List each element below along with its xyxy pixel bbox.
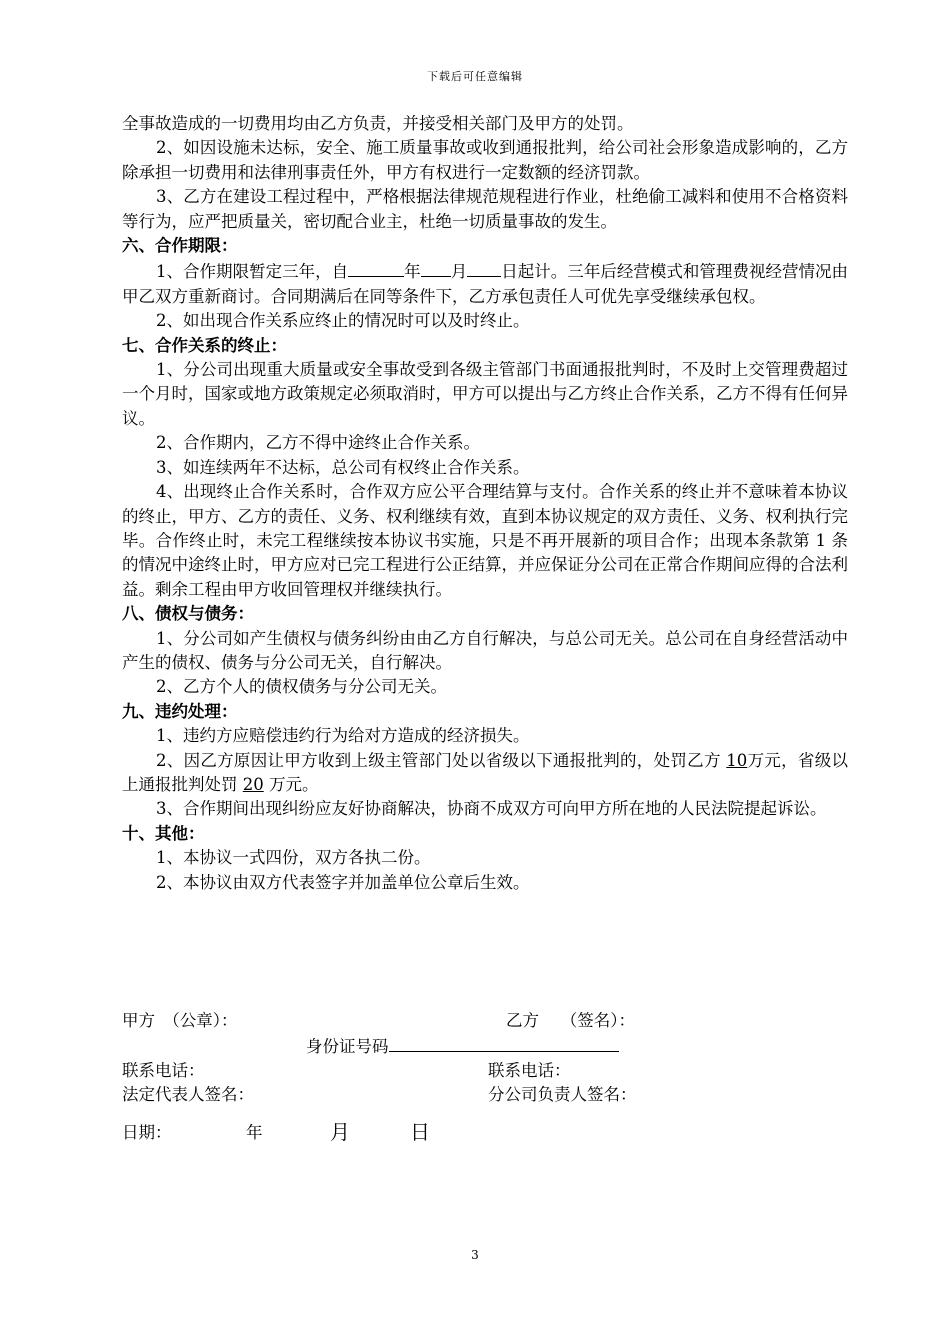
legal-rep-label: 法定代表人签名： (122, 1085, 254, 1104)
penalty-amount: 10 (726, 750, 748, 770)
id-row (122, 1033, 848, 1057)
text-run: 月 (450, 262, 468, 282)
signer-row (122, 1081, 848, 1119)
phone-row (122, 1057, 848, 1081)
paragraph: 2、合作期内，乙方不得中途终止合作关系。 (156, 433, 480, 453)
text-run: 日起计。三年后经营模式和管理费视经营情况由甲乙双方重新商讨。合同期满后在同等条件下，乙方承包责任人可优先享受继续承包权。 (122, 262, 849, 306)
paragraph: 3、乙方在建设工程过程中，严格根据法律规范规程进行作业，杜绝偷工减料和使用不合格资料等行为，应严把质量关，密切配合业主，杜绝一切质量事故的发生。 (122, 187, 848, 231)
document-body (122, 112, 848, 895)
branch-head-label: 分公司负责人签名： (488, 1085, 637, 1104)
month-label: 月 (330, 1120, 350, 1144)
text-run: 2、因乙方原因让甲方收到上级主管部门处以省级以下通报批判的，处罚乙方 (156, 750, 727, 770)
paragraph: 2、如出现合作关系应终止的情况时可以及时终止。 (156, 311, 530, 331)
paragraph: 1、本协议一式四份，双方各执二份。 (156, 848, 431, 868)
text-run: 1、合作期限暂定三年，自 (156, 262, 349, 282)
day-label: 日 (410, 1120, 430, 1144)
penalty-amount: 20 (242, 774, 264, 794)
paragraph: 1、分公司出现重大质量或安全事故受到各级主管部门书面通报批判时，不及时上交管理费超过一个月时，国家或地方政策规定必须取消时，甲方可以提出与乙方终止合作关系，乙方不得有任何异议。 (122, 360, 848, 428)
date-label: 日期： (122, 1123, 172, 1142)
month-blank (421, 258, 451, 277)
page-number: 3 (471, 1248, 479, 1262)
paragraph: 2、本协议由双方代表签字并加盖单位公章后生效。 (156, 872, 530, 892)
party-a-phone-label: 联系电话： (122, 1061, 205, 1080)
year-blank (348, 258, 404, 277)
section-heading: 六、合作期限： (122, 236, 238, 256)
paragraph (122, 258, 848, 309)
paragraph: 2、如因设施未达标，安全、施工质量事故或收到通报批判，给公司社会形象造成影响的，乙方除承担一切费用和法律刑事责任外，甲方有权进行一定数额的经济罚款。 (122, 138, 848, 182)
party-b-phone-label: 联系电话： (488, 1061, 571, 1080)
paragraph (122, 749, 848, 798)
text-run: 万元。 (263, 774, 319, 794)
id-label-text: 身份证号码 (306, 1037, 389, 1056)
page-header: 下载后可任意编辑 (427, 70, 523, 83)
date-row (122, 1119, 848, 1145)
party-b-sign-label: 乙方 （签名）： (506, 1011, 635, 1030)
section-heading: 九、违约处理： (122, 701, 238, 721)
paragraph: 3、如连续两年不达标，总公司有权终止合作关系。 (156, 457, 530, 477)
paragraph: 1、违约方应赔偿违约行为给对方造成的经济损失。 (156, 726, 530, 746)
paragraph: 4、出现终止合作关系时，合作双方应公平合理结算与支付。合作关系的终止并不意味着本协议的终止，甲方、乙方的责任、义务、权利继续有效，直到本协议规定的双方责任、义务、权利执行完毕。合作终止时，未完工程继续按本协议书实施，只是不再开展新的项目合作；出现本条款第 1 条的情况中途终止时，甲方应对已完工程进行公正结算，并应保证分公司在正常合作期间应得的合法利益。剩余工程由甲方收回管理权并继续执行。 (122, 482, 848, 599)
section-heading: 十、其他： (122, 823, 205, 843)
signature-row (122, 1007, 848, 1033)
id-number-label (306, 1033, 619, 1057)
day-blank (467, 258, 501, 277)
paragraph: 1、分公司如产生债权与债务纠纷由由乙方自行解决，与总公司无关。总公司在自身经营活动中产生的债权、债务与分公司无关，自行解决。 (122, 628, 848, 672)
text-run: 年 (404, 262, 421, 282)
section-heading: 八、债权与债务： (122, 604, 254, 624)
text-run: 万元，省级以上通报批判处罚 (122, 750, 849, 794)
paragraph: 3、合作期间出现纠纷应友好协商解决，协商不成双方可向甲方所在地的人民法院提起诉讼。 (156, 799, 827, 819)
paragraph: 全事故造成的一切费用均由乙方负责，并接受相关部门及甲方的处罚。 (122, 114, 634, 133)
id-number-blank (389, 1033, 619, 1052)
signature-block (122, 1007, 848, 1145)
paragraph: 2、乙方个人的债权债务与分公司无关。 (156, 677, 447, 697)
party-a-seal-label: 甲方 （公章）： (122, 1011, 238, 1030)
section-heading: 七、合作关系的终止： (122, 335, 287, 355)
year-label: 年 (246, 1123, 263, 1142)
